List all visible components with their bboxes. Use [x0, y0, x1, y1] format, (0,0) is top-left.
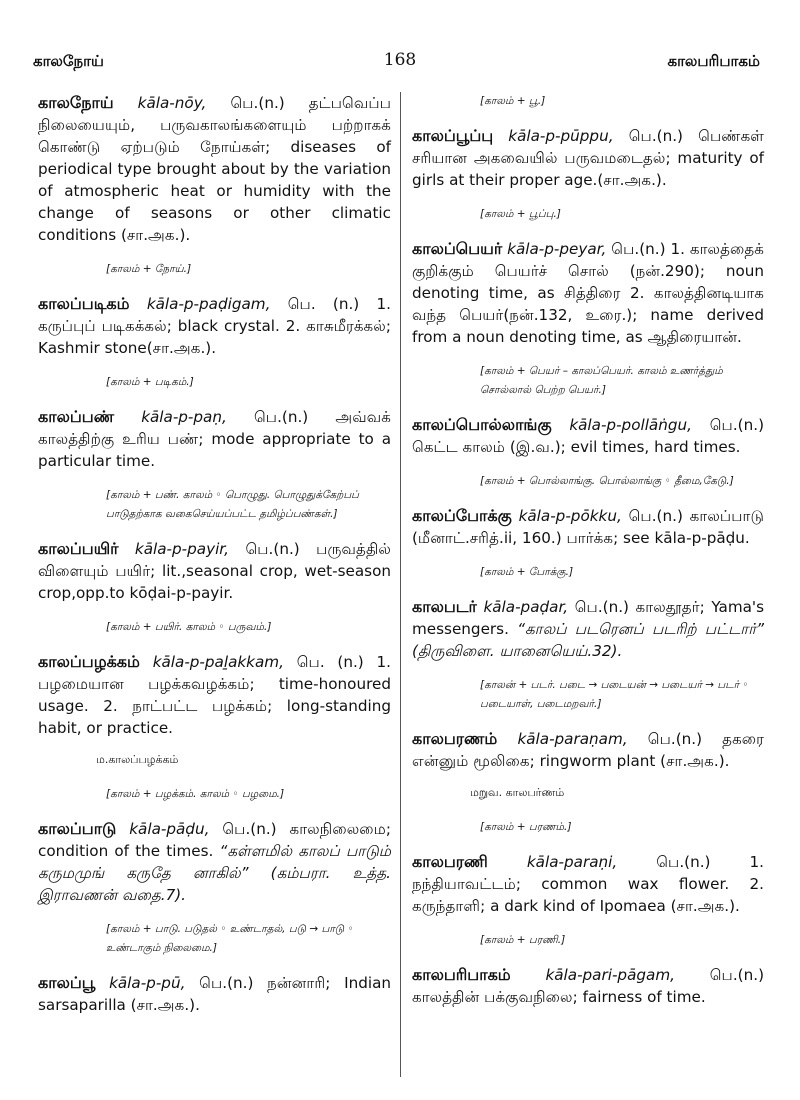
etymology-note: [காலம் + பூ.] [480, 95, 546, 107]
entry-definition: பெ.(n.) காலநிலைமை; condition of the times. [38, 820, 392, 860]
entry-definition: பெ.(n.) பருவத்தில் விளையும் பயிர்; lit.,seasonal crop, wet-season crop,opp.to kōḍai-p-payir. [38, 540, 391, 602]
page-header [0, 0, 800, 80]
entry-transliteration: kāla-p-pūppu, [508, 127, 614, 145]
entry-headword: காலப்பயிர் [38, 539, 119, 558]
etymology-note: [காலம் + பெயர் – காலப்பெயர். காலம் உணர்த்தும் சொல்லால் பெற்ற பெயர்.] [480, 365, 723, 396]
entry-definition: பெ. (n.) 1. பழமையான பழக்கவழக்கம்; time-honoured usage. 2. நாட்பட்ட பழக்கம்; long-standing habit, or practice. [38, 653, 392, 737]
left-column [38, 92, 391, 1016]
entry-definition: பெ.(n.) காலத்தின் பக்குவநிலை; fairness of time. [412, 966, 764, 1006]
entry-transliteration: kāla-pāḍu, [129, 820, 210, 838]
entry-transliteration: kāla-p-paṇ, [141, 408, 227, 426]
etymology-note: [காலம் + பரணம்.] [480, 821, 572, 833]
entry-definition: பெ.(n.) காலப்பாடு (மீனாட்.சரித்.ii, 160.) பார்க்க; see kāla-p-pāḍu. [412, 507, 765, 547]
dictionary-entry [38, 972, 391, 1016]
entry-headword: காலப்பழக்கம் [38, 652, 140, 671]
dictionary-entry [412, 505, 764, 549]
entry-definition: பெ.(n.) நன்னாரி; Indian sarsaparilla (சா.அக.). [38, 974, 392, 1014]
entry-transliteration: kāla-p-payir, [134, 540, 229, 558]
etymology-note: [காலம் + போக்கு.] [480, 566, 574, 578]
etymology-note: [காலன் + படர். படை → படையன் → படையர் → படர் ◦ படையாள், படைமறவர்.] [480, 679, 749, 710]
entry-transliteration: kāla-p-peyar, [507, 240, 607, 258]
etymology-note: [காலம் + படிகம்.] [106, 376, 194, 388]
entry-headword: காலப்போக்கு [412, 506, 512, 525]
entry-headword: காலபரணம் [412, 729, 498, 748]
entry-definition: பெ.(n.) 1. நந்தியாவட்டம்; common wax flower. 2. கருந்தாளி; a dark kind of Ipomaea (சா.அக.). [412, 853, 765, 915]
column-divider [400, 92, 401, 1077]
entry-headword: காலபரணி [412, 852, 488, 871]
running-head-right: காலபரிபாகம் [667, 52, 760, 70]
entry-transliteration: kāla-nōy, [137, 94, 207, 112]
dictionary-entry [412, 125, 764, 191]
entry-headword: காலப்பூப்பு [412, 126, 494, 145]
entry-transliteration: kāla-p-paḍigam, [146, 295, 271, 313]
etymology-note: [காலம் + பூப்பு.] [480, 208, 561, 220]
dictionary-entry [38, 92, 391, 246]
dictionary-entry [412, 596, 764, 662]
entry-transliteration: kāla-pari-pāgam, [545, 966, 675, 984]
dictionary-entry [412, 414, 764, 458]
dictionary-entry [38, 293, 391, 359]
entry-headword: காலப்பெயர் [412, 239, 503, 258]
entry-transliteration: kāla-p-paḻakkam, [152, 653, 284, 671]
dictionary-entry [38, 651, 391, 739]
cognate-note: ம.காலப்பழக்கம் [96, 753, 179, 766]
etymology-note: [காலம் + பழக்கம். காலம் ◦ பழமை.] [106, 788, 285, 800]
dictionary-entry [412, 964, 764, 1008]
entry-headword: காலப்பொல்லாங்கு [412, 415, 552, 434]
entry-transliteration: kāla-paḍar, [483, 598, 569, 616]
etymology-note: [காலம் + நோய்.] [106, 263, 192, 275]
dictionary-entry [38, 818, 391, 906]
entry-transliteration: kāla-p-pōkku, [518, 507, 622, 525]
entry-definition: பெ.(n.) கெட்ட காலம் (இ.வ.); evil times, hard times. [412, 416, 764, 456]
entry-citation: “கள்ளமில் காலப் பாடும் கருமமுங் கருதே னாகில்” (கம்பரா. உத்த. இராவணன் வதை.7). [38, 842, 391, 904]
entry-definition: பெ.(n.) பெண்கள் சரியான அகவையில் பருவமடைதல்; maturity of girls at their proper age.(சா.அக.). [412, 127, 764, 189]
entry-definition: பெ.(n.) தட்பவெப்ப நிலையையும், பருவகாலங்களையும் பற்றாகக் கொண்டு ஏற்படும் நோய்கள்; diseases of periodical type brought about by the variation of atmospheric heat or humidity with the change of seasons or other climatic conditions (சா.அக.). [38, 94, 392, 244]
dictionary-entry [412, 728, 764, 772]
entry-headword: காலப்பண் [38, 407, 115, 426]
entry-definition: பெ.(n.) தகரை என்னும் மூலிகை; ringworm plant (சா.அக.). [412, 730, 764, 770]
entry-citation: “காலப் படரெனப் படரிற் பட்டார்” (திருவிளை. யானையெய்.32). [412, 620, 765, 660]
entry-headword: காலபரிபாகம் [412, 965, 511, 984]
entry-headword: காலபடர் [412, 597, 477, 616]
dictionary-entry [38, 406, 391, 472]
dictionary-entry [412, 238, 764, 348]
entry-transliteration: kāla-p-pollāṅgu, [569, 416, 692, 434]
entry-headword: காலப்பூ [38, 973, 96, 992]
dictionary-entry [38, 538, 391, 604]
entry-definition: பெ.(n.) அவ்வக் காலத்திற்கு உரிய பண்; mode appropriate to a particular time. [38, 408, 392, 470]
entry-headword: காலநோய் [38, 93, 114, 112]
page-number: 168 [383, 50, 417, 70]
entry-definition: பெ. (n.) 1. கருப்புப் படிகக்கல்; black crystal. 2. காசுமீரக்கல்; Kashmir stone(சா.அக.). [38, 295, 392, 357]
cognate-note: மறுவ. காலபர்ணம் [470, 786, 565, 799]
entry-transliteration: kāla-paraṇam, [517, 730, 628, 748]
dictionary-entry [412, 851, 764, 917]
entry-definition: பெ.(n.) 1. காலத்தைக் குறிக்கும் பெயர்ச் சொல் (நன்.290); noun denoting time, as சித்திரை 2. காலத்தினடியாக வந்த பெயர்(நன்.132, உரை.); name derived from a noun denoting time, as ஆதிரையான். [412, 240, 765, 346]
entry-headword: காலப்படிகம் [38, 294, 130, 313]
etymology-note: [காலம் + பயிர். காலம் ◦ பருவம்.] [106, 621, 272, 633]
etymology-note: [காலம் + பொல்லாங்கு. பொல்லாங்கு ◦ தீமை,கேடு.] [480, 475, 734, 487]
running-head-left: காலநோய் [33, 52, 104, 70]
entry-transliteration: kāla-paraṇi, [526, 853, 618, 871]
entry-definition: பெ.(n.) காலதூதர்; Yama's messengers. [412, 598, 765, 638]
etymology-note: [காலம் + பண். காலம் ◦ பொழுது. பொழுதுக்கேற்பப் பாடுதற்காக வகைசெய்யப்பட்ட தமிழ்ப்பண்கள்.] [106, 489, 359, 520]
right-column [412, 92, 764, 1008]
etymology-note: [காலம் + பாடு. படுதல் ◦ உண்டாதல், படு → பாடு ◦ உண்டாகும் நிலைமை.] [106, 923, 354, 954]
entry-headword: காலப்பாடு [38, 819, 117, 838]
entry-transliteration: kāla-p-pū, [109, 974, 186, 992]
etymology-note: [காலம் + பரணி.] [480, 934, 566, 946]
